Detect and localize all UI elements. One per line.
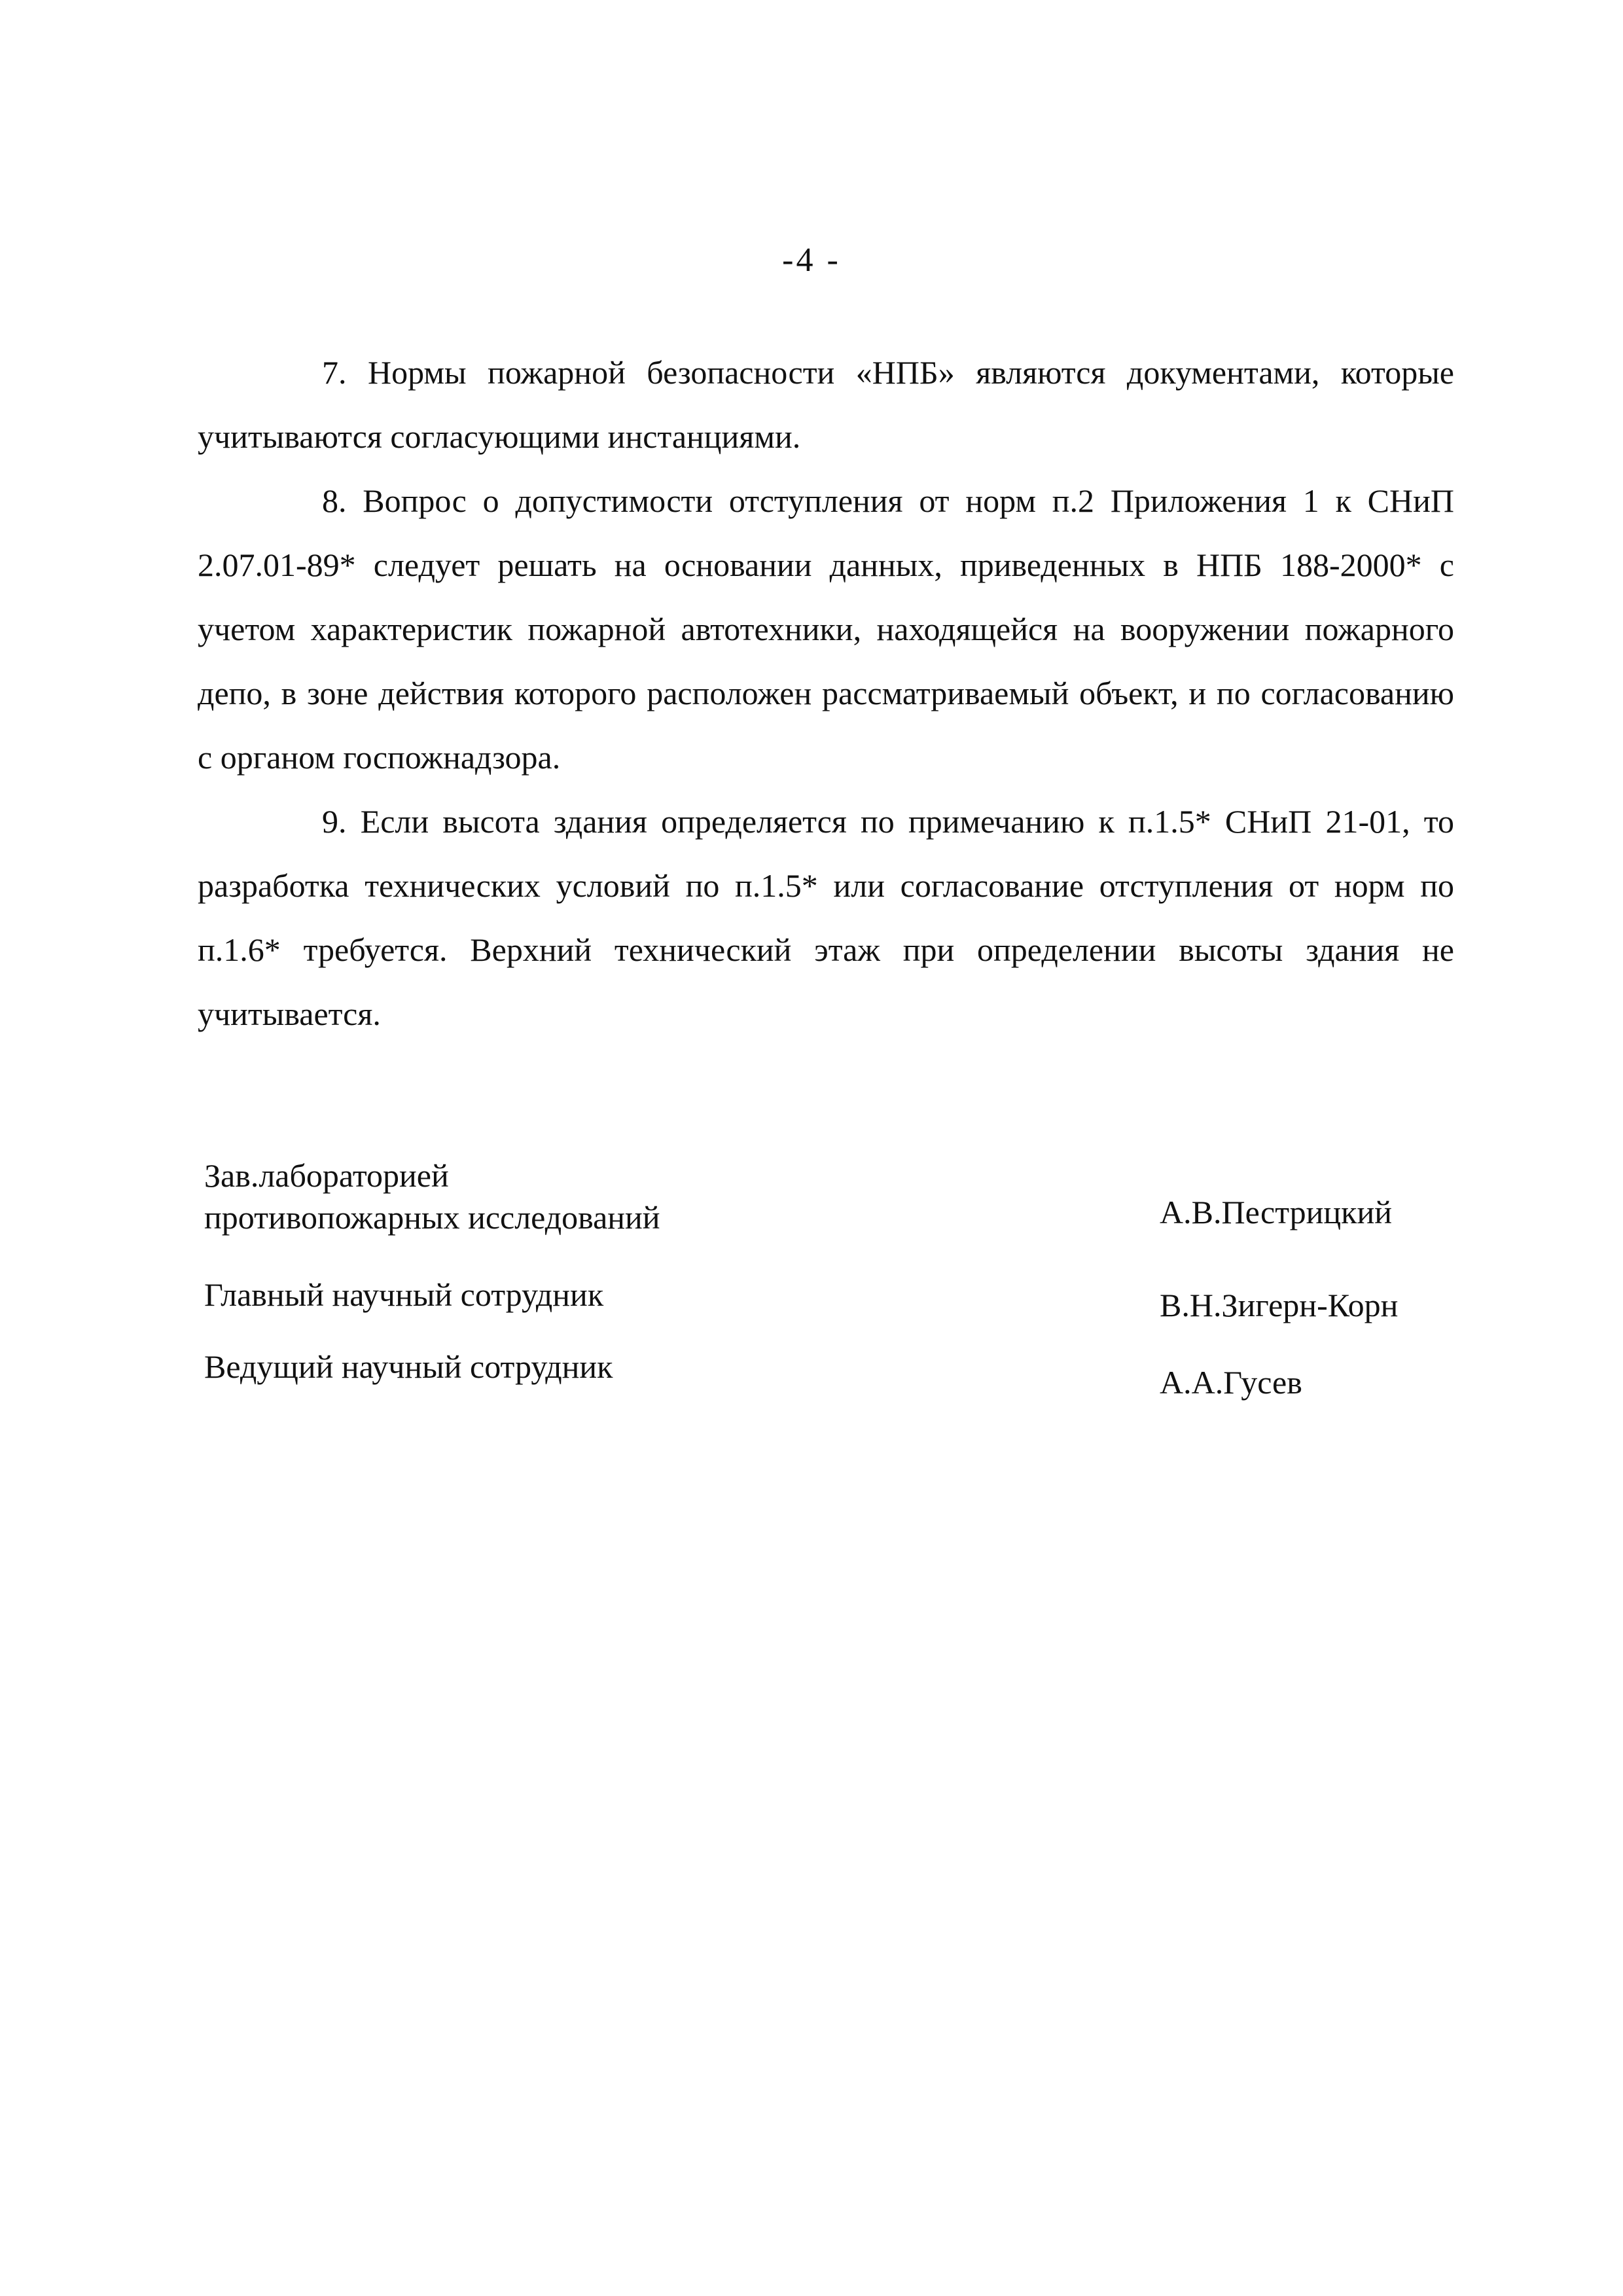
paragraph-item-7: 7. Нормы пожарной безопасности «НПБ» являются документами, которые учитываются согласующими инстанциями. <box>198 354 1454 455</box>
signature-row-head <box>204 1147 1448 1238</box>
signatory-name-chief: В.Н.Зигерн-Корн <box>1160 1287 1399 1323</box>
signatory-title-lead: Ведущий научный сотрудник <box>204 1348 613 1385</box>
document-body <box>198 340 1454 1046</box>
signatory-name-lead: А.А.Гусев <box>1160 1364 1302 1401</box>
paragraph-item-8: 8. Вопрос о допустимости отступления от норм п.2 Приложения 1 к СНиП 2.07.01-89* следует решать на основании данных, приведенных в НПБ 188-2000* с учетом характеристик пожарной автотехники, находящейся на вооружении пожарного депо, в зоне действия которого расположен рассматриваемый объект, и по согласованию с органом госпожнадзора. <box>198 482 1454 776</box>
title-line-2: противопожарных исследований <box>204 1199 660 1236</box>
signatory-title-chief: Главный научный сотрудник <box>204 1276 604 1313</box>
title-line-1: Зав.лабораторией <box>204 1157 449 1194</box>
signature-row-chief <box>204 1270 1448 1323</box>
signatory-title-head <box>204 1155 660 1238</box>
signatory-name-head: А.В.Пестрицкий <box>1160 1194 1392 1230</box>
signature-row-lead <box>204 1342 1448 1401</box>
paragraph-item-9: 9. Если высота здания определяется по примечанию к п.1.5* СНиП 21-01, то разработка технических условий по п.1.5* или согласование отступления от норм по п.1.6* требуется. Верхний технический этаж при определении высоты здания не учитывается. <box>198 803 1454 1032</box>
page-number: -4 - <box>782 242 841 279</box>
